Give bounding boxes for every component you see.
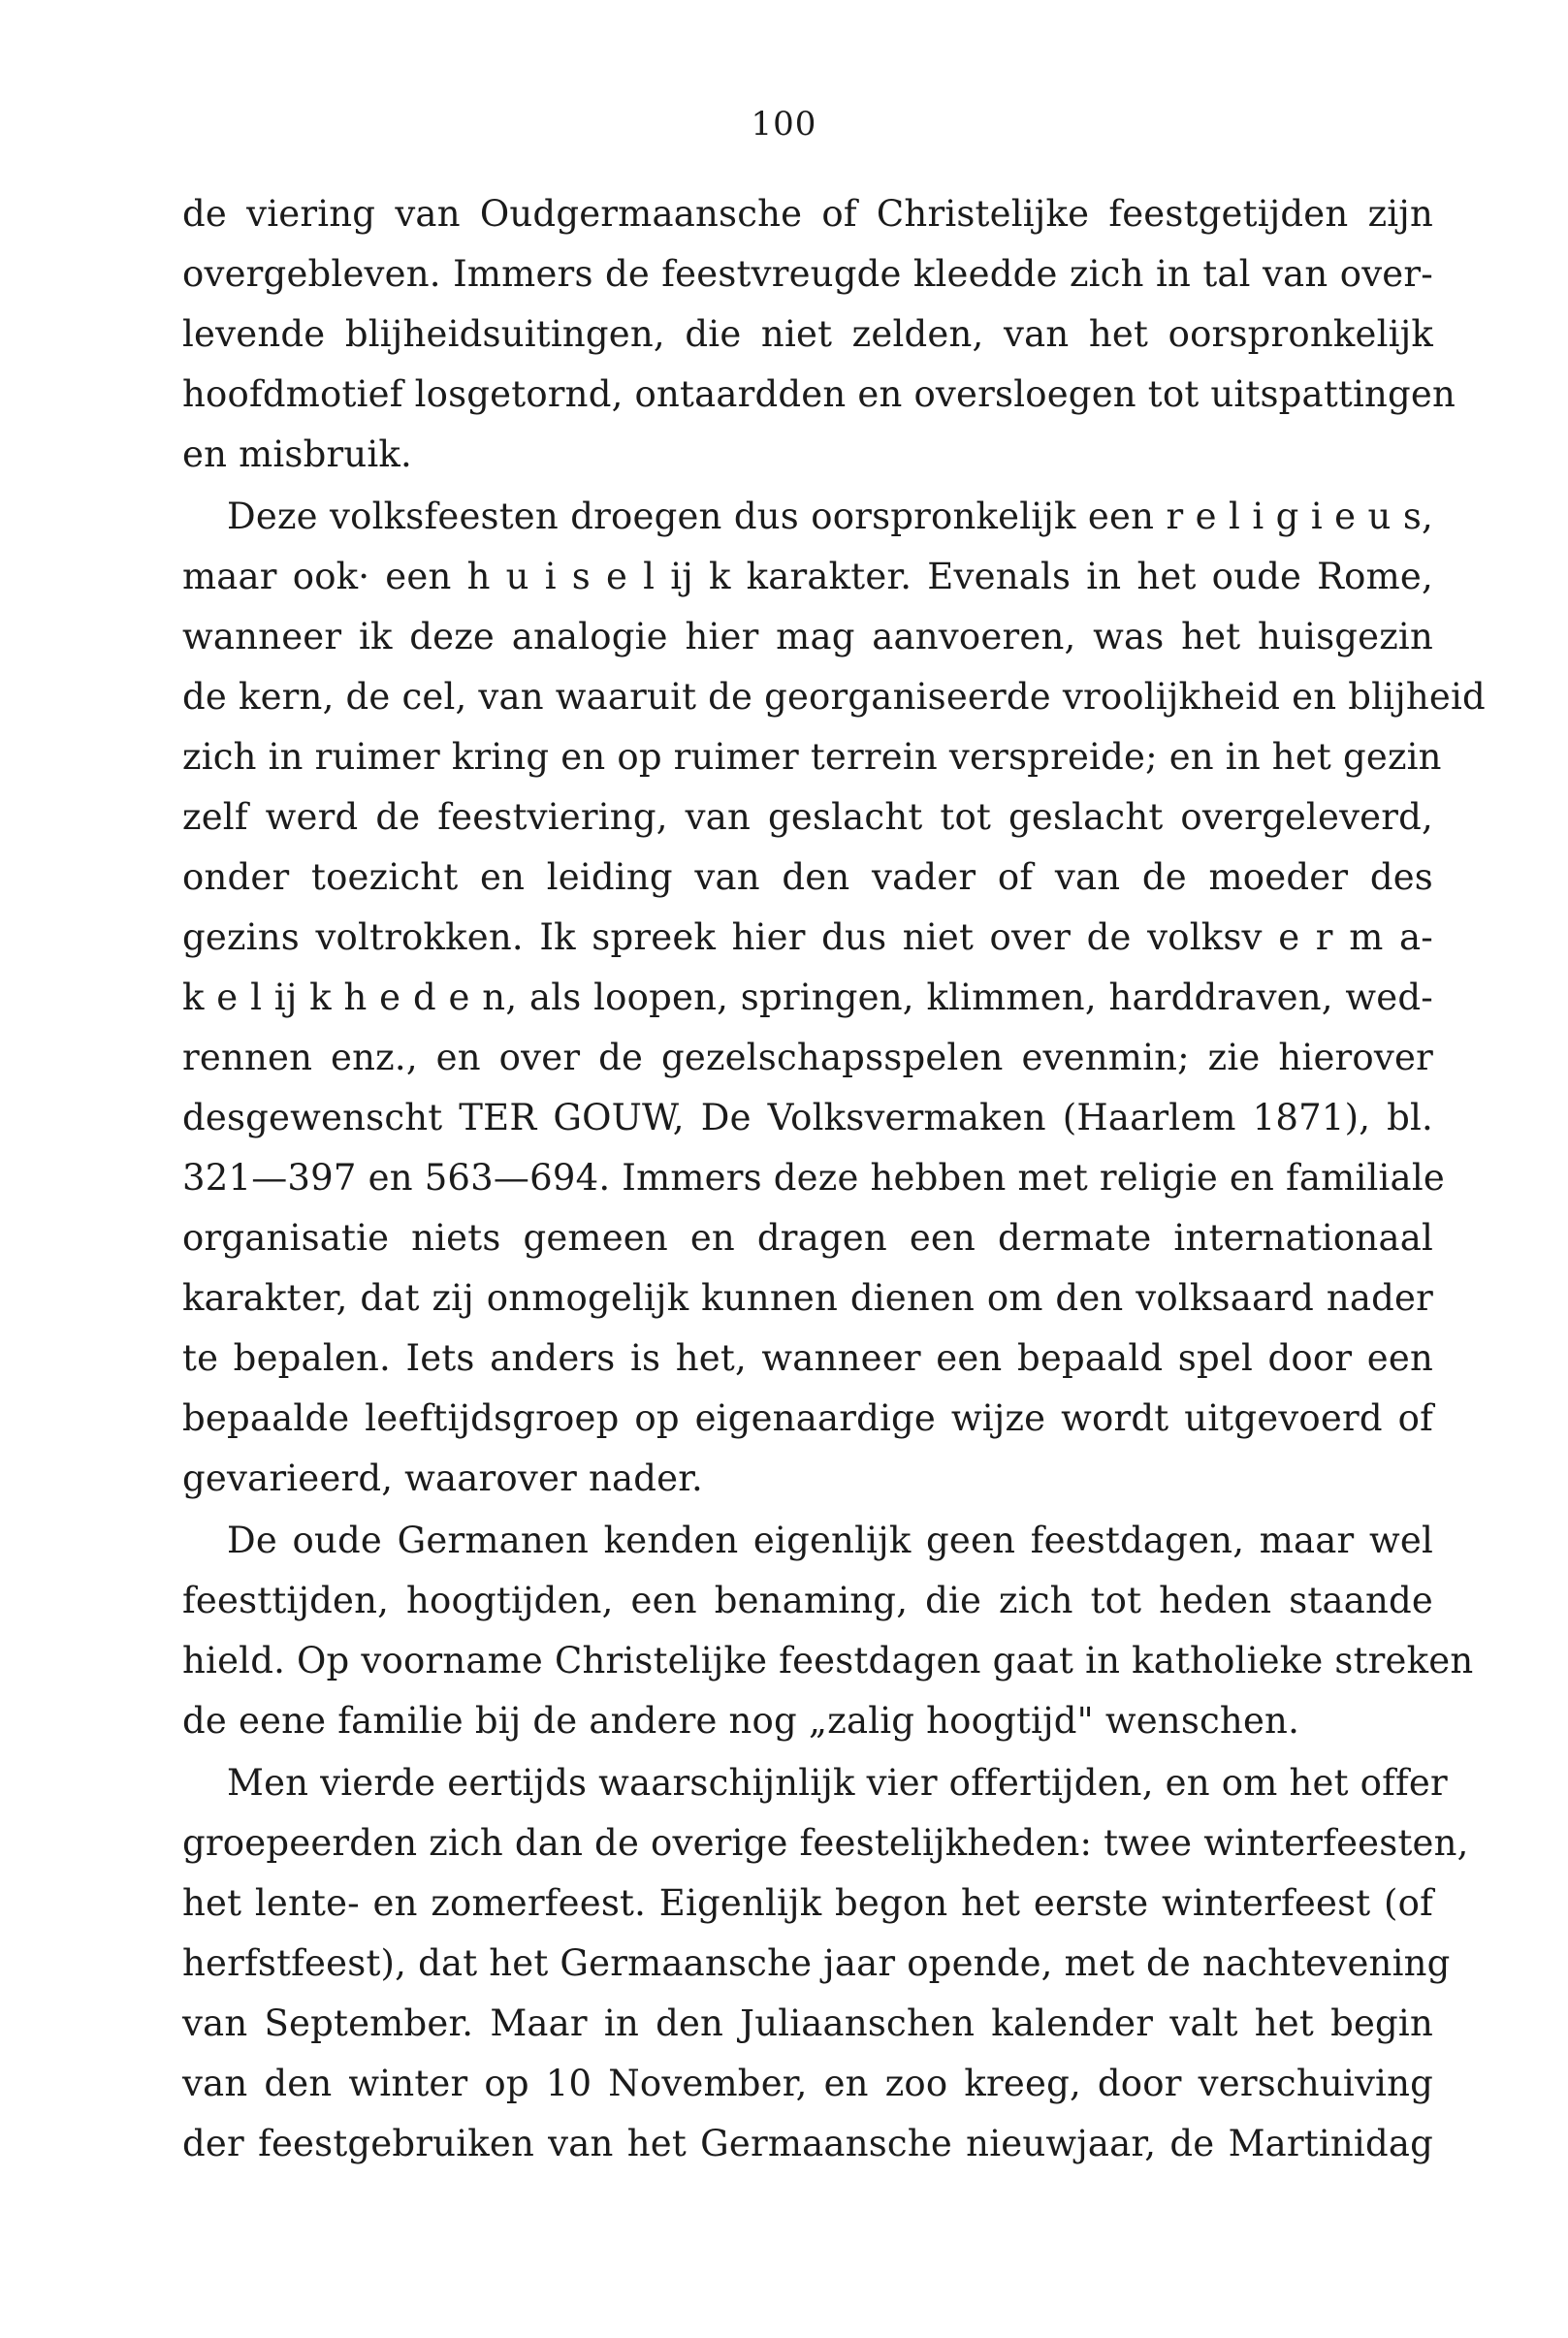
text-line: maar ook· een h u i s e l ij k karakter. Evenals in het oude Rome, bbox=[182, 556, 1433, 597]
text-line: en misbruik. bbox=[182, 433, 413, 475]
text-line: k e l ij k h e d e n, als loopen, springen, klimmen, harddraven, wed- bbox=[182, 977, 1433, 1018]
page-number: 100 bbox=[751, 105, 817, 144]
text-line: 321—397 en 563—694. Immers deze hebben met religie en familiale bbox=[182, 1157, 1445, 1199]
text-line: zelf werd de feestviering, van geslacht tot geslacht overgeleverd, bbox=[182, 796, 1433, 838]
text-line: groepeerden zich dan de overige feestelijkheden: twee winterfeesten, bbox=[182, 1822, 1469, 1864]
text-line: levende blijheidsuitingen, die niet zelden, van het oorspronkelijk bbox=[182, 313, 1433, 355]
text-line: gezins voltrokken. Ik spreek hier dus niet over de volksv e r m a- bbox=[182, 916, 1433, 958]
text-line: overgebleven. Immers de feestvreugde kleedde zich in tal van over- bbox=[182, 253, 1433, 295]
text-line: te bepalen. Iets anders is het, wanneer een bepaald spel door een bbox=[182, 1337, 1433, 1379]
text-line: gevarieerd, waarover nader. bbox=[182, 1457, 704, 1499]
text-line: de eene familie bij de andere nog „zalig hoogtijd" wenschen. bbox=[182, 1700, 1300, 1742]
body-text bbox=[182, 184, 1486, 2174]
text-line: rennen enz., en over de gezelschapsspelen evenmin; zie hierover bbox=[182, 1037, 1433, 1078]
text-line: organisatie niets gemeen en dragen een dermate internationaal bbox=[182, 1217, 1433, 1259]
text-line: het lente- en zomerfeest. Eigenlijk begon het eerste winterfeest (of bbox=[182, 1882, 1433, 1924]
text-line: van September. Maar in den Juliaanschen kalender valt het begin bbox=[182, 2002, 1433, 2044]
text-line: van den winter op 10 November, en zoo kreeg, door verschuiving bbox=[182, 2063, 1433, 2104]
text-line: karakter, dat zij onmogelijk kunnen dienen om den volksaard nader bbox=[182, 1277, 1433, 1319]
text-line: Deze volksfeesten droegen dus oorspronkelijk een r e l i g i e u s, bbox=[227, 496, 1433, 537]
text-line: hield. Op voorname Christelijke feestdagen gaat in katholieke streken bbox=[182, 1640, 1474, 1681]
text-line: zich in ruimer kring en op ruimer terrein verspreide; en in het gezin bbox=[182, 736, 1442, 778]
text-line: herfstfeest), dat het Germaansche jaar opende, met de nachtevening bbox=[182, 1942, 1451, 1984]
text-line: de kern, de cel, van waaruit de georganiseerde vroolijkheid en blijheid bbox=[182, 676, 1486, 718]
text-line: feesttijden, hoogtijden, een benaming, die zich tot heden staande bbox=[182, 1580, 1433, 1621]
text-line: de viering van Oudgermaansche of Christelijke feestgetijden zijn bbox=[182, 193, 1433, 235]
text-line: De oude Germanen kenden eigenlijk geen feestdagen, maar wel bbox=[227, 1520, 1433, 1561]
text-line: hoofdmotief losgetornd, ontaardden en oversloegen tot uitspattingen bbox=[182, 373, 1456, 415]
text-line: wanneer ik deze analogie hier mag aanvoeren, was het huisgezin bbox=[182, 616, 1433, 657]
text-line: onder toezicht en leiding van den vader of van de moeder des bbox=[182, 856, 1433, 898]
text-line: desgewenscht TER GOUW, De Volksvermaken (Haarlem 1871), bl. bbox=[182, 1097, 1433, 1138]
text-line: bepaalde leeftijdsgroep op eigenaardige wijze wordt uitgevoerd of bbox=[182, 1397, 1433, 1439]
text-line: der feestgebruiken van het Germaansche nieuwjaar, de Martinidag bbox=[182, 2123, 1433, 2164]
text-line: Men vierde eertijds waarschijnlijk vier offertijden, en om het offer bbox=[227, 1762, 1448, 1804]
